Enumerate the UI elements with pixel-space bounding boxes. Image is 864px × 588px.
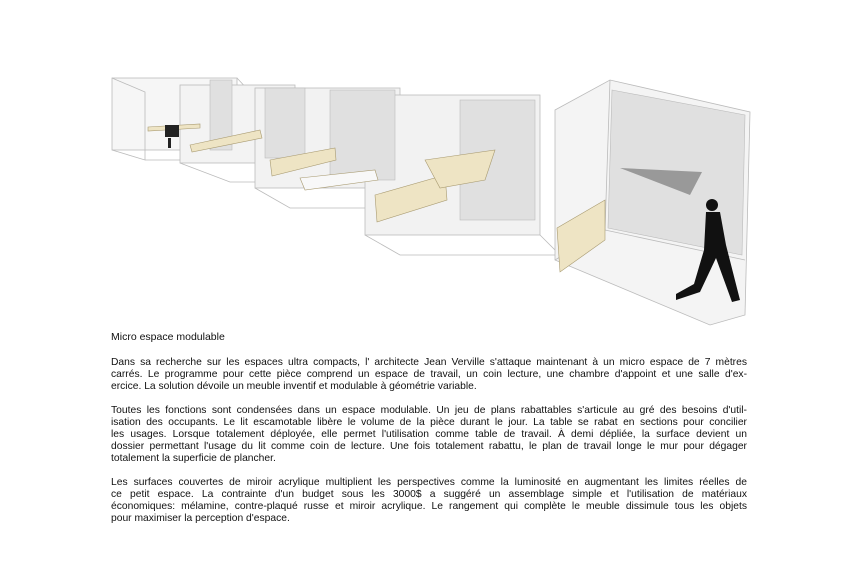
text-line: isation des occupants. Le lit escamotable libère le volume de la pièce durant le jour. La table se rabat en sections pour concilier [111, 417, 747, 428]
paragraph-1 [111, 357, 747, 393]
text-line: économiques: mélamine, contre-plaqué russe et miroir acrylique. Le rangement qui complète le meuble dissimule tous les objets [111, 501, 747, 512]
text-line: carrés. Le programme pour cette pièce comprend un espace de travail, un coin lecture, une chambre d'appoint et une salle d'ex- [111, 369, 747, 380]
text-line: Les surfaces couvertes de miroir acrylique multiplient les perspectives comme la luminosité en augmentant les limites réelles de [111, 477, 747, 488]
text-line: les usages. Lorsque totalement déployée, elle permet l'utilisation comme table de travail. À demi dépliée, la surface devient un [111, 429, 747, 440]
text-line: ercice. La solution dévoile un meuble inventif et modulable à géométrie variable. [111, 381, 477, 392]
paragraph-3 [111, 477, 747, 525]
text-line: ce petit espace. La contrainte d'un budget sous les 3000$ a suggéré un assemblage simple et l'utilisation de matériaux [111, 489, 747, 500]
text-line: pour maximiser la perception d'espace. [111, 513, 290, 524]
text-line: Toutes les fonctions sont condensées dans un espace modulable. Un jeu de plans rabattables s'articule au gré des besoins d'util- [111, 405, 747, 416]
text-line: dossier permettant l'usage du lit comme coin de lecture. Une fois totalement rabattu, le plan de travail longe le mur pour dégager [111, 441, 747, 452]
text-line: totalement la superficie de plancher. [111, 453, 276, 464]
paragraph-2 [111, 405, 747, 465]
text-line: Dans sa recherche sur les espaces ultra compacts, l' architecte Jean Verville s'attaque maintenant à un micro espace de 7 mètres [111, 357, 747, 368]
section-title: Micro espace modulable [111, 331, 225, 343]
